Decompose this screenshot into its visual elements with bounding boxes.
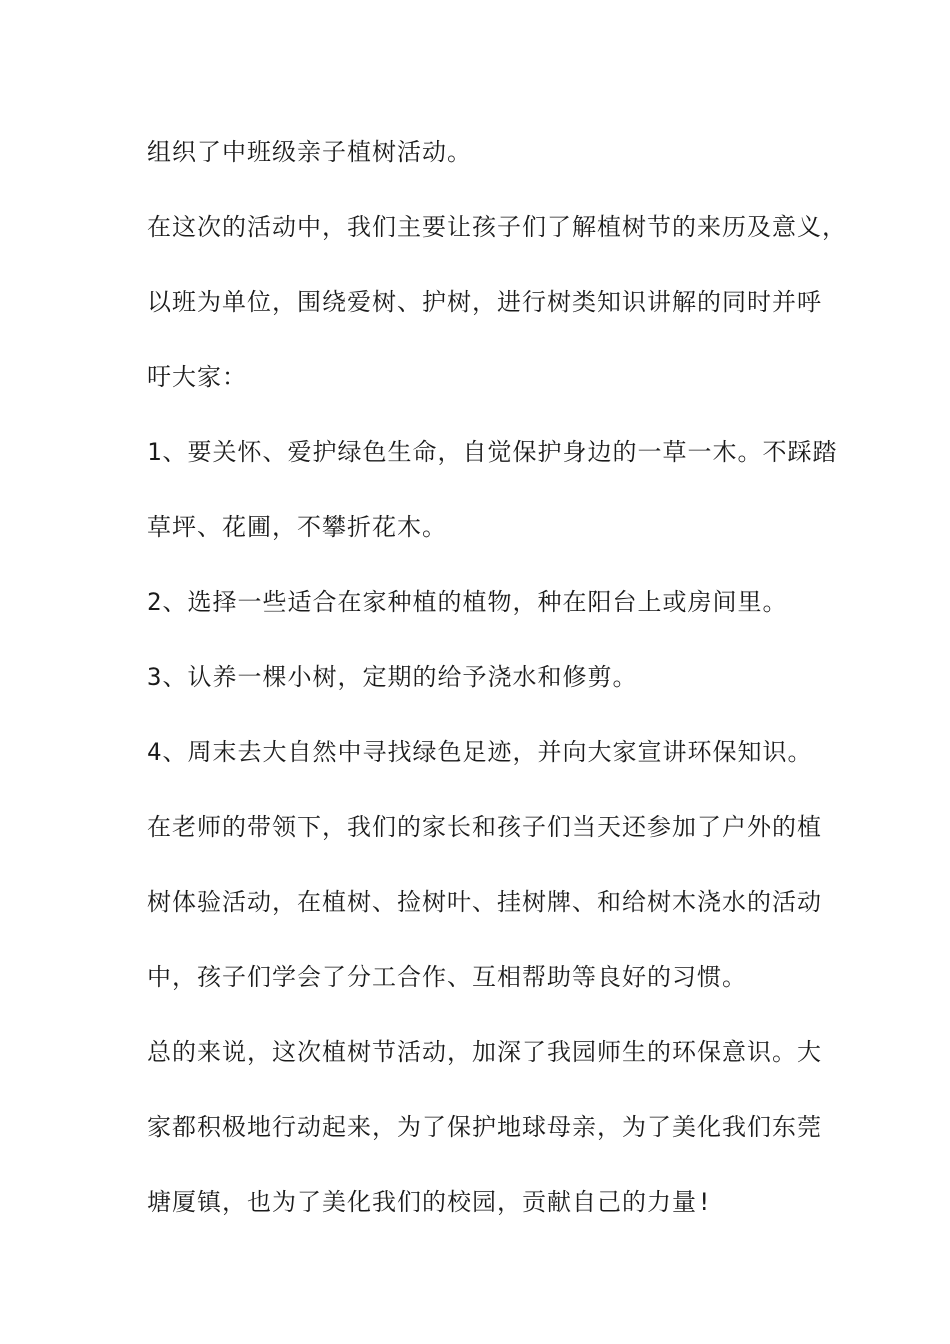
text-line-13: 总的来说，这次植树节活动，加深了我园师生的环保意识。大 [147, 1038, 822, 1066]
text-line-12: 中，孩子们学会了分工合作、互相帮助等良好的习惯。 [147, 963, 747, 991]
text-line-3: 以班为单位，围绕爱树、护树，进行树类知识讲解的同时并呼 [147, 288, 822, 316]
text-line-11: 树体验活动，在植树、捡树叶、挂树牌、和给树木浇水的活动 [147, 888, 822, 916]
text-line-15: 塘厦镇，也为了美化我们的校园，贡献自己的力量! [147, 1188, 713, 1216]
text-line-6: 草坪、花圃，不攀折花木。 [147, 513, 447, 541]
text-line-10: 在老师的带领下，我们的家长和孩子们当天还参加了户外的植 [147, 813, 822, 841]
text-line-9: 4、周末去大自然中寻找绿色足迹，并向大家宣讲环保知识。 [147, 738, 813, 766]
text-line-8: 3、认养一棵小树，定期的给予浇水和修剪。 [147, 663, 638, 691]
text-line-7: 2、选择一些适合在家种植的植物，种在阳台上或房间里。 [147, 588, 788, 616]
text-line-1: 组织了中班级亲子植树活动。 [147, 138, 472, 166]
text-line-14: 家都积极地行动起来，为了保护地球母亲，为了美化我们东莞 [147, 1113, 822, 1141]
text-line-2: 在这次的活动中，我们主要让孩子们了解植树节的来历及意义， [147, 213, 847, 241]
text-line-5: 1、要关怀、爱护绿色生命，自觉保护身边的一草一木。不踩踏 [147, 438, 838, 466]
text-line-4: 吁大家： [147, 363, 247, 391]
